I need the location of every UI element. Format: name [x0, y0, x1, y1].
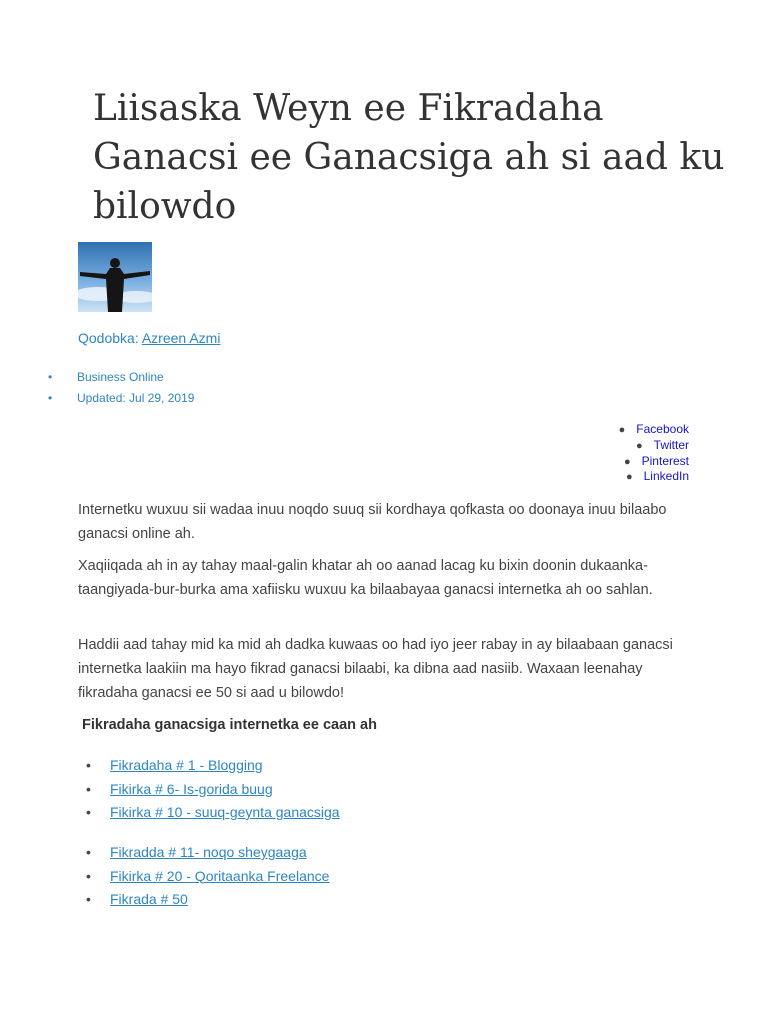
bullet-icon: ● [623, 455, 631, 468]
author-link[interactable]: Azreen Azmi [141, 330, 221, 346]
idea-link[interactable]: Fikradaha # 1 - Blogging [110, 757, 263, 773]
share-pinterest-link[interactable]: Pinterest [641, 453, 689, 468]
share-item [619, 454, 689, 470]
author-label: Qodobka: [78, 330, 139, 346]
list-item [0, 841, 329, 865]
list-item [0, 801, 340, 825]
bullet-icon: ● [625, 471, 633, 484]
updated-date: • Updated: Jul 29, 2019 [0, 389, 194, 410]
share-twitter-link[interactable]: Twitter [653, 437, 689, 452]
idea-link[interactable]: Fikirka # 10 - suuq-geynta ganacsiga [110, 804, 340, 820]
idea-link[interactable]: Fikrada # 50 [110, 891, 188, 907]
article-title: Liisaska Weyn ee Fikradaha Ganacsi ee Ganacsiga ah si aad ku bilowdo [93, 88, 725, 227]
list-item [0, 754, 340, 778]
author-line [78, 330, 220, 346]
paragraph-2: Xaqiiqada ah in ay tahay maal-galin khatar ah oo aanad lacag ku bixin doonin dukaanka-taangiyada-bur-burka ama xafiisku wuxuu ka bilaabayaa ganacsi internetka ah oo sahlan. [78, 558, 653, 598]
share-list [619, 422, 689, 485]
share-item [619, 438, 689, 454]
share-linkedin-link[interactable]: LinkedIn [643, 469, 689, 484]
share-facebook-link[interactable]: Facebook [636, 422, 689, 436]
bullet-icon: ● [618, 424, 626, 436]
section-heading: Fikradaha ganacsiga internetka ee caan ah [82, 717, 377, 733]
author-avatar[interactable] [78, 242, 152, 312]
ideas-link-list-1 [0, 754, 340, 825]
paragraph-1: Internetku wuxuu sii wadaa inuu noqdo suuq sii kordhaya qofkasta oo doonaya inuu bilaabo ganacsi online ah. [78, 502, 667, 542]
ideas-link-list-2 [0, 841, 329, 912]
idea-link[interactable]: Fikradda # 11- noqo sheygaaga [110, 844, 307, 860]
idea-link[interactable]: Fikirka # 6- Is-gorida buug [110, 780, 273, 797]
article-meta-list [0, 368, 194, 410]
list-item [0, 778, 340, 802]
paragraph-3: Haddii aad tahay mid ka mid ah dadka kuwaas oo had iyo jeer rabay in ay bilaabaan ganacsi internetka laakiin ma hayo fikrad ganacsi bilaabi, ka dibna aad nasiib. Waxaan leenahay fikradaha ganacsi ee 50 si aad u bilowdo! [78, 637, 673, 701]
list-item [0, 888, 329, 912]
share-item [619, 422, 689, 438]
list-item [0, 865, 329, 889]
idea-link[interactable]: Fikirka # 20 - Qoritaanka Freelance [110, 867, 330, 884]
share-item [619, 469, 689, 485]
bullet-icon: ● [636, 439, 643, 452]
category-item[interactable]: • Business Online [0, 368, 194, 389]
